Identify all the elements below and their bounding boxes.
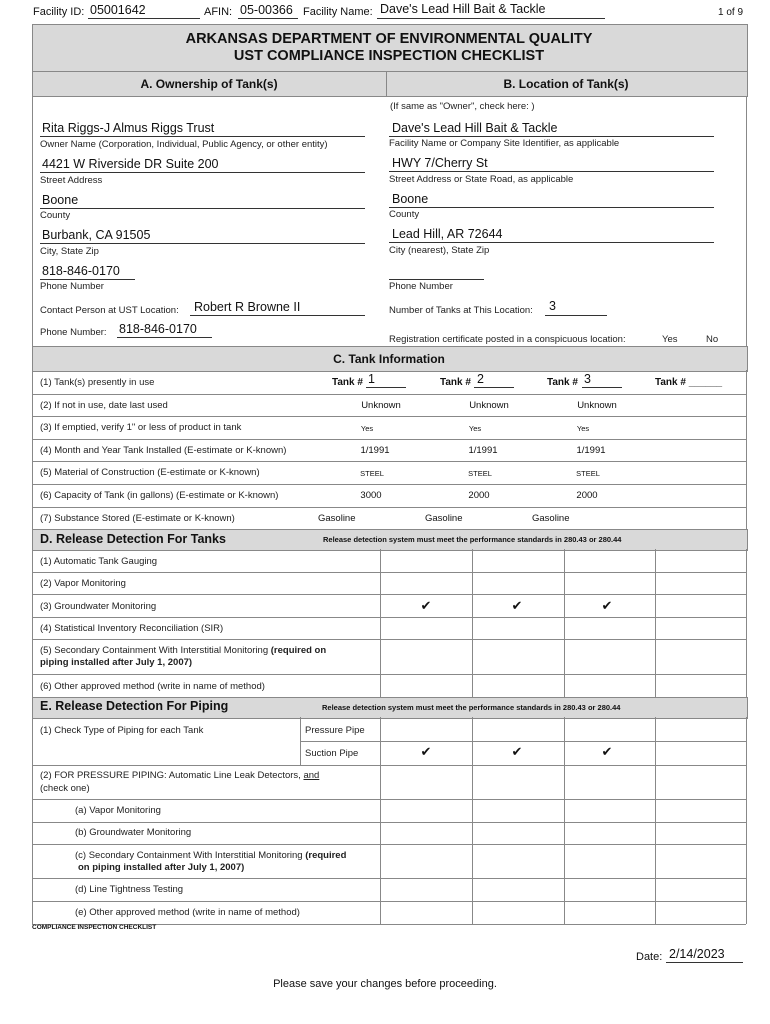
e-sub-a: (a) Vapor Monitoring xyxy=(75,805,161,816)
tank-2-capacity[interactable]: 2000 xyxy=(468,490,490,501)
afin-field[interactable]: 05-00366 xyxy=(240,3,293,17)
tank-3-suction-checkbox[interactable]: ✔ xyxy=(601,744,613,759)
e-sub-c-bold: (required xyxy=(305,850,347,861)
tank-2-last-used[interactable]: Unknown xyxy=(469,400,509,411)
tank-2-groundwater-checkbox[interactable]: ✔ xyxy=(511,598,523,613)
d-row-3: (3) Groundwater Monitoring xyxy=(40,601,157,612)
e-sub-b: (b) Groundwater Monitoring xyxy=(75,827,192,838)
c-row-3: (3) If emptied, verify 1" or less of product in tank xyxy=(40,422,242,433)
tank-count-label: Number of Tanks at This Location: xyxy=(389,305,533,316)
tank-1-suction-checkbox[interactable]: ✔ xyxy=(420,744,432,759)
tank-1-last-used[interactable]: Unknown xyxy=(361,400,401,411)
tank-3-number[interactable]: 3 xyxy=(584,372,591,386)
location-phone-field[interactable] xyxy=(389,279,484,280)
page-number: 1 of 9 xyxy=(718,7,744,18)
date-field[interactable]: 2/14/2023 xyxy=(669,947,725,961)
location-city-label: City (nearest), State Zip xyxy=(389,245,490,256)
tank-1-capacity[interactable]: 3000 xyxy=(360,490,382,501)
owner-name-label: Owner Name (Corporation, Individual, Public Agency, or other entity) xyxy=(40,139,328,150)
tank-3-last-used[interactable]: Unknown xyxy=(577,400,617,411)
tank-3-capacity[interactable]: 2000 xyxy=(576,490,598,501)
tank-3-installed[interactable]: 1/1991 xyxy=(576,445,606,456)
contact-label: Contact Person at UST Location: xyxy=(40,305,179,316)
location-city-field[interactable]: Lead Hill, AR 72644 xyxy=(392,227,503,241)
section-c-heading: C. Tank Information xyxy=(333,352,445,366)
d-row-5-text: (5) Secondary Containment With Interstitial Monitoring xyxy=(40,645,269,656)
d-row-1: (1) Automatic Tank Gauging xyxy=(40,556,158,567)
footer-checklist-label: COMPLIANCE INSPECTION CHECKLIST xyxy=(32,924,157,931)
facility-id-field[interactable]: 05001642 xyxy=(90,3,146,17)
owner-county-field[interactable]: Boone xyxy=(42,193,79,207)
contact-phone-label: Phone Number: xyxy=(40,327,107,338)
tank-3-substance[interactable]: Gasoline xyxy=(532,513,570,524)
tank-1-groundwater-checkbox[interactable]: ✔ xyxy=(420,598,432,613)
tank-2-material[interactable]: STEEL xyxy=(468,469,492,478)
owner-city-label: City, State Zip xyxy=(40,246,99,257)
section-b-heading: B. Location of Tank(s) xyxy=(503,77,629,91)
owner-street-field[interactable]: 4421 W Riverside DR Suite 200 xyxy=(42,157,219,171)
location-street-field[interactable]: HWY 7/Cherry St xyxy=(392,156,488,170)
location-county-label: County xyxy=(389,209,420,220)
d-row-4: (4) Statistical Inventory Reconciliation (SIR) xyxy=(40,623,224,634)
c-row-6: (6) Capacity of Tank (in gallons) (E-estimate or K-known) xyxy=(40,490,279,501)
e-sub-c-text: (c) Secondary Containment With Interstitial Monitoring xyxy=(75,850,303,861)
e-sub-d: (d) Line Tightness Testing xyxy=(75,884,184,895)
tank-3-groundwater-checkbox[interactable]: ✔ xyxy=(601,598,613,613)
facility-id-label: Facility ID: xyxy=(33,6,85,18)
section-d-note: Release detection system must meet the performance standards in 280.43 or 280.44 xyxy=(323,535,622,544)
owner-street-label: Street Address xyxy=(40,175,103,186)
tank-1-label: Tank # xyxy=(332,377,363,388)
c-row-2: (2) If not in use, date last used xyxy=(40,400,168,411)
owner-county-label: County xyxy=(40,210,71,221)
tank-2-emptied[interactable]: Yes xyxy=(468,424,482,433)
section-e-heading: E. Release Detection For Piping xyxy=(40,699,229,713)
owner-phone-field[interactable]: 818-846-0170 xyxy=(42,264,120,278)
location-street-label: Street Address or State Road, as applicable xyxy=(389,174,574,185)
facility-name-field[interactable]: Dave's Lead Hill Bait & Tackle xyxy=(380,2,546,16)
c-row-5: (5) Material of Construction (E-estimate or K-known) xyxy=(40,467,260,478)
d-row-5 xyxy=(40,645,326,656)
contact-phone-field[interactable]: 818-846-0170 xyxy=(119,322,197,336)
location-phone-label: Phone Number xyxy=(389,281,453,292)
c-row-4: (4) Month and Year Tank Installed (E-estimate or K-known) xyxy=(40,445,287,456)
section-e-note: Release detection system must meet the performance standards in 280.43 or 280.44 xyxy=(322,703,621,712)
d-row-5-line2: piping installed after July 1, 2007) xyxy=(40,657,193,668)
tank-2-suction-checkbox[interactable]: ✔ xyxy=(511,744,523,759)
e-row-2-text: (2) FOR PRESSURE PIPING: Automatic Line Leak Detectors, xyxy=(40,770,301,781)
tank-2-number[interactable]: 2 xyxy=(477,372,484,386)
tank-1-material[interactable]: STEEL xyxy=(360,469,384,478)
owner-name-field[interactable]: Rita Riggs-J Almus Riggs Trust xyxy=(42,121,215,135)
tank-3-material[interactable]: STEEL xyxy=(576,469,600,478)
same-as-owner-note: (If same as "Owner", check here: ) xyxy=(390,101,535,112)
tank-1-installed[interactable]: 1/1991 xyxy=(360,445,390,456)
tank-4-label[interactable]: Tank # ______ xyxy=(655,377,723,388)
pressure-pipe-label: Pressure Pipe xyxy=(305,725,365,736)
facility-name-label: Facility Name: xyxy=(303,6,373,18)
tank-2-installed[interactable]: 1/1991 xyxy=(468,445,498,456)
date-label: Date: xyxy=(636,951,663,963)
e-row-2-and: and xyxy=(303,770,320,781)
tank-3-emptied[interactable]: Yes xyxy=(576,424,590,433)
location-county-field[interactable]: Boone xyxy=(392,192,429,206)
location-name-field[interactable]: Dave's Lead Hill Bait & Tackle xyxy=(392,121,558,135)
location-name-label: Facility Name or Company Site Identifier, as applicable xyxy=(389,138,620,149)
registration-no[interactable]: No xyxy=(706,334,719,345)
suction-pipe-label: Suction Pipe xyxy=(305,748,359,759)
e-sub-c-line2: on piping installed after July 1, 2007) xyxy=(78,862,245,873)
registration-label: Registration certificate posted in a conspicuous location: xyxy=(389,334,626,345)
tank-1-emptied[interactable]: Yes xyxy=(360,424,374,433)
tank-1-substance[interactable]: Gasoline xyxy=(318,513,356,524)
page-subtitle: UST COMPLIANCE INSPECTION CHECKLIST xyxy=(233,48,545,64)
tank-count-field[interactable]: 3 xyxy=(549,299,556,313)
owner-phone-label: Phone Number xyxy=(40,281,104,292)
contact-field[interactable]: Robert R Browne II xyxy=(194,300,301,314)
tank-1-number[interactable]: 1 xyxy=(368,372,375,386)
e-sub-e: (e) Other approved method (write in name of method) xyxy=(75,907,300,918)
registration-yes[interactable]: Yes xyxy=(662,334,678,345)
section-d-heading: D. Release Detection For Tanks xyxy=(40,532,226,546)
d-row-5-bold: (required on xyxy=(270,645,327,656)
tank-2-label: Tank # xyxy=(440,377,471,388)
page-title: ARKANSAS DEPARTMENT OF ENVIRONMENTAL QUALITY xyxy=(185,31,593,47)
c-row-7: (7) Substance Stored (E-estimate or K-known) xyxy=(40,513,235,524)
owner-city-field[interactable]: Burbank, CA 91505 xyxy=(42,228,151,242)
e-row-1: (1) Check Type of Piping for each Tank xyxy=(40,725,204,736)
d-row-2: (2) Vapor Monitoring xyxy=(40,578,126,589)
e-sub-c xyxy=(75,850,346,861)
e-row-2 xyxy=(40,770,319,781)
e-row-2-line2: (check one) xyxy=(40,783,90,794)
tank-3-label: Tank # xyxy=(547,377,578,388)
save-notice: Please save your changes before proceeding. xyxy=(273,978,497,990)
tank-2-substance[interactable]: Gasoline xyxy=(425,513,463,524)
section-a-heading: A. Ownership of Tank(s) xyxy=(140,77,278,91)
afin-label: AFIN: xyxy=(204,6,233,18)
d-row-6: (6) Other approved method (write in name of method) xyxy=(40,681,265,692)
c-row-1: (1) Tank(s) presently in use xyxy=(40,377,155,388)
